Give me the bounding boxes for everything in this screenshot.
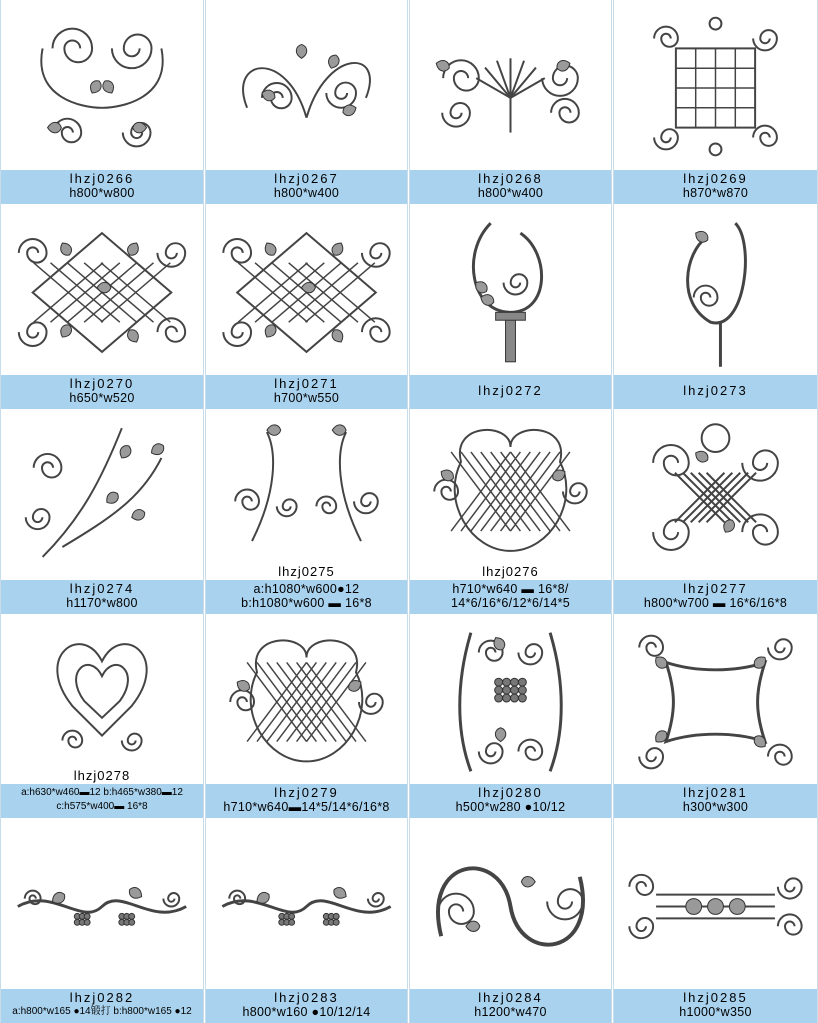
item-dimension: h800*w160 ●10/12/14 [242,1005,371,1019]
grape-vine-border-pattern-icon [1,824,203,989]
item-caption [410,170,611,204]
palmette-scroll-pattern-icon [410,6,611,170]
item-code: lhzj0274 [69,581,135,596]
catalog-item [409,409,612,614]
catalog-item [409,818,612,1023]
catalog-item [613,0,818,204]
item-dimension: c:h575*w400▬ 16*8 [56,801,148,812]
catalog-item [0,818,204,1023]
item-caption [410,989,611,1023]
item-dimension: h870*w870 [682,186,749,200]
item-code: lhzj0268 [478,171,543,186]
item-caption [1,989,203,1023]
catalog-item [0,409,204,614]
catalog-item [0,204,204,409]
diamond-lattice-pattern-icon [1,210,203,375]
catalog-item [0,0,204,204]
catalog-item [613,204,818,409]
item-dimension: h1000*w350 [679,1005,752,1019]
swan-finial-pattern-icon [614,210,817,375]
item-code: lhzj0283 [274,990,339,1005]
catalog-item [0,614,204,818]
item-dimension: h500*w280 ●10/12 [455,800,566,814]
item-caption [206,989,407,1023]
item-code: lhzj0278 [73,768,131,783]
catalog-item [205,614,408,818]
item-caption [614,989,817,1023]
item-caption [1,375,203,409]
branch-spray-pattern-icon [1,415,203,580]
item-dimension: h1200*w470 [474,1005,547,1019]
item-code: lhzj0279 [274,785,339,800]
item-dimension: b:h1080*w600 ▬ 16*8 [241,596,372,610]
item-code: lhzj0273 [683,383,748,398]
catalog-item [205,818,408,1023]
item-dimension: a:h800*w165 ●14锻打 b:h800*w165 ●12 [12,1006,192,1017]
diamond-lattice-pattern-icon [206,210,407,375]
item-dimension: h300*w300 [682,800,749,814]
heart-scroll-pattern-icon [1,6,203,170]
heart-knot-pattern-icon [1,620,203,772]
catalog-item [613,409,818,614]
catalog-item [205,409,408,614]
s-scroll-pattern-icon [410,824,611,989]
item-code: lhzj0266 [69,171,135,186]
item-dimension: h800*w800 [69,186,135,200]
bar-rosette-pattern-icon [614,824,817,989]
leaf-square-pattern-icon [614,620,817,784]
catalog-item [613,614,818,818]
item-dimension: h800*w400 [477,186,544,200]
item-dimension: h800*w400 [273,186,340,200]
catalog-item [205,204,408,409]
item-caption [206,784,407,818]
catalog-item [409,0,612,204]
square-grid-scroll-pattern-icon [614,6,817,170]
item-dimension: h1170*w800 [66,596,138,610]
catalog-item [409,614,612,818]
item-code: lhzj0282 [69,990,135,1005]
shield-lattice-pattern-icon [206,620,407,784]
item-code: lhzj0280 [478,785,543,800]
fan-scroll-pattern-icon [206,6,407,170]
item-code: lhzj0284 [478,990,543,1005]
item-dimension: a:h1080*w600●12 [253,582,360,596]
item-code: lhzj0276 [482,564,539,579]
item-caption [614,170,817,204]
item-caption [614,375,817,409]
item-code: lhzj0270 [69,376,135,391]
catalog-item [205,0,408,204]
item-dimension: 14*6/16*6/12*6/14*5 [451,596,570,610]
item-code: lhzj0271 [274,376,339,391]
item-dimension: h700*w550 [273,391,340,405]
catalog-item [613,818,818,1023]
item-dimension: h710*w640 ▬ 16*8/ [452,582,569,596]
item-code: lhzj0275 [278,564,335,579]
item-caption [1,170,203,204]
catalog-item [409,204,612,409]
item-caption [206,375,407,409]
item-caption [1,784,203,818]
shield-lattice-pattern-icon [410,415,611,568]
item-code: lhzj0281 [683,785,748,800]
twin-spray-pattern-icon [206,415,407,568]
item-caption [410,784,611,818]
item-code: lhzj0269 [683,171,748,186]
item-code: lhzj0272 [478,383,543,398]
item-caption [410,580,611,614]
item-dimension: h800*w700 ▬ 16*6/16*8 [643,596,788,610]
item-caption [410,375,611,409]
grape-panel-pattern-icon [410,620,611,784]
item-caption [614,784,817,818]
item-caption [614,580,817,614]
item-code: lhzj0277 [683,581,748,596]
grape-vine-border-pattern-icon [206,824,407,989]
item-code: lhzj0285 [683,990,748,1005]
item-dimension: h650*w520 [69,391,135,405]
item-caption [1,580,203,614]
dragon-finial-pattern-icon [410,210,611,375]
item-caption [206,580,407,614]
item-dimension: h710*w640▬14*5/14*6/16*8 [223,800,390,814]
item-dimension: a:h630*w460▬12 b:h465*w380▬12 [21,787,183,798]
item-caption [206,170,407,204]
item-code: lhzj0267 [274,171,339,186]
cross-knot-pattern-icon [614,415,817,580]
